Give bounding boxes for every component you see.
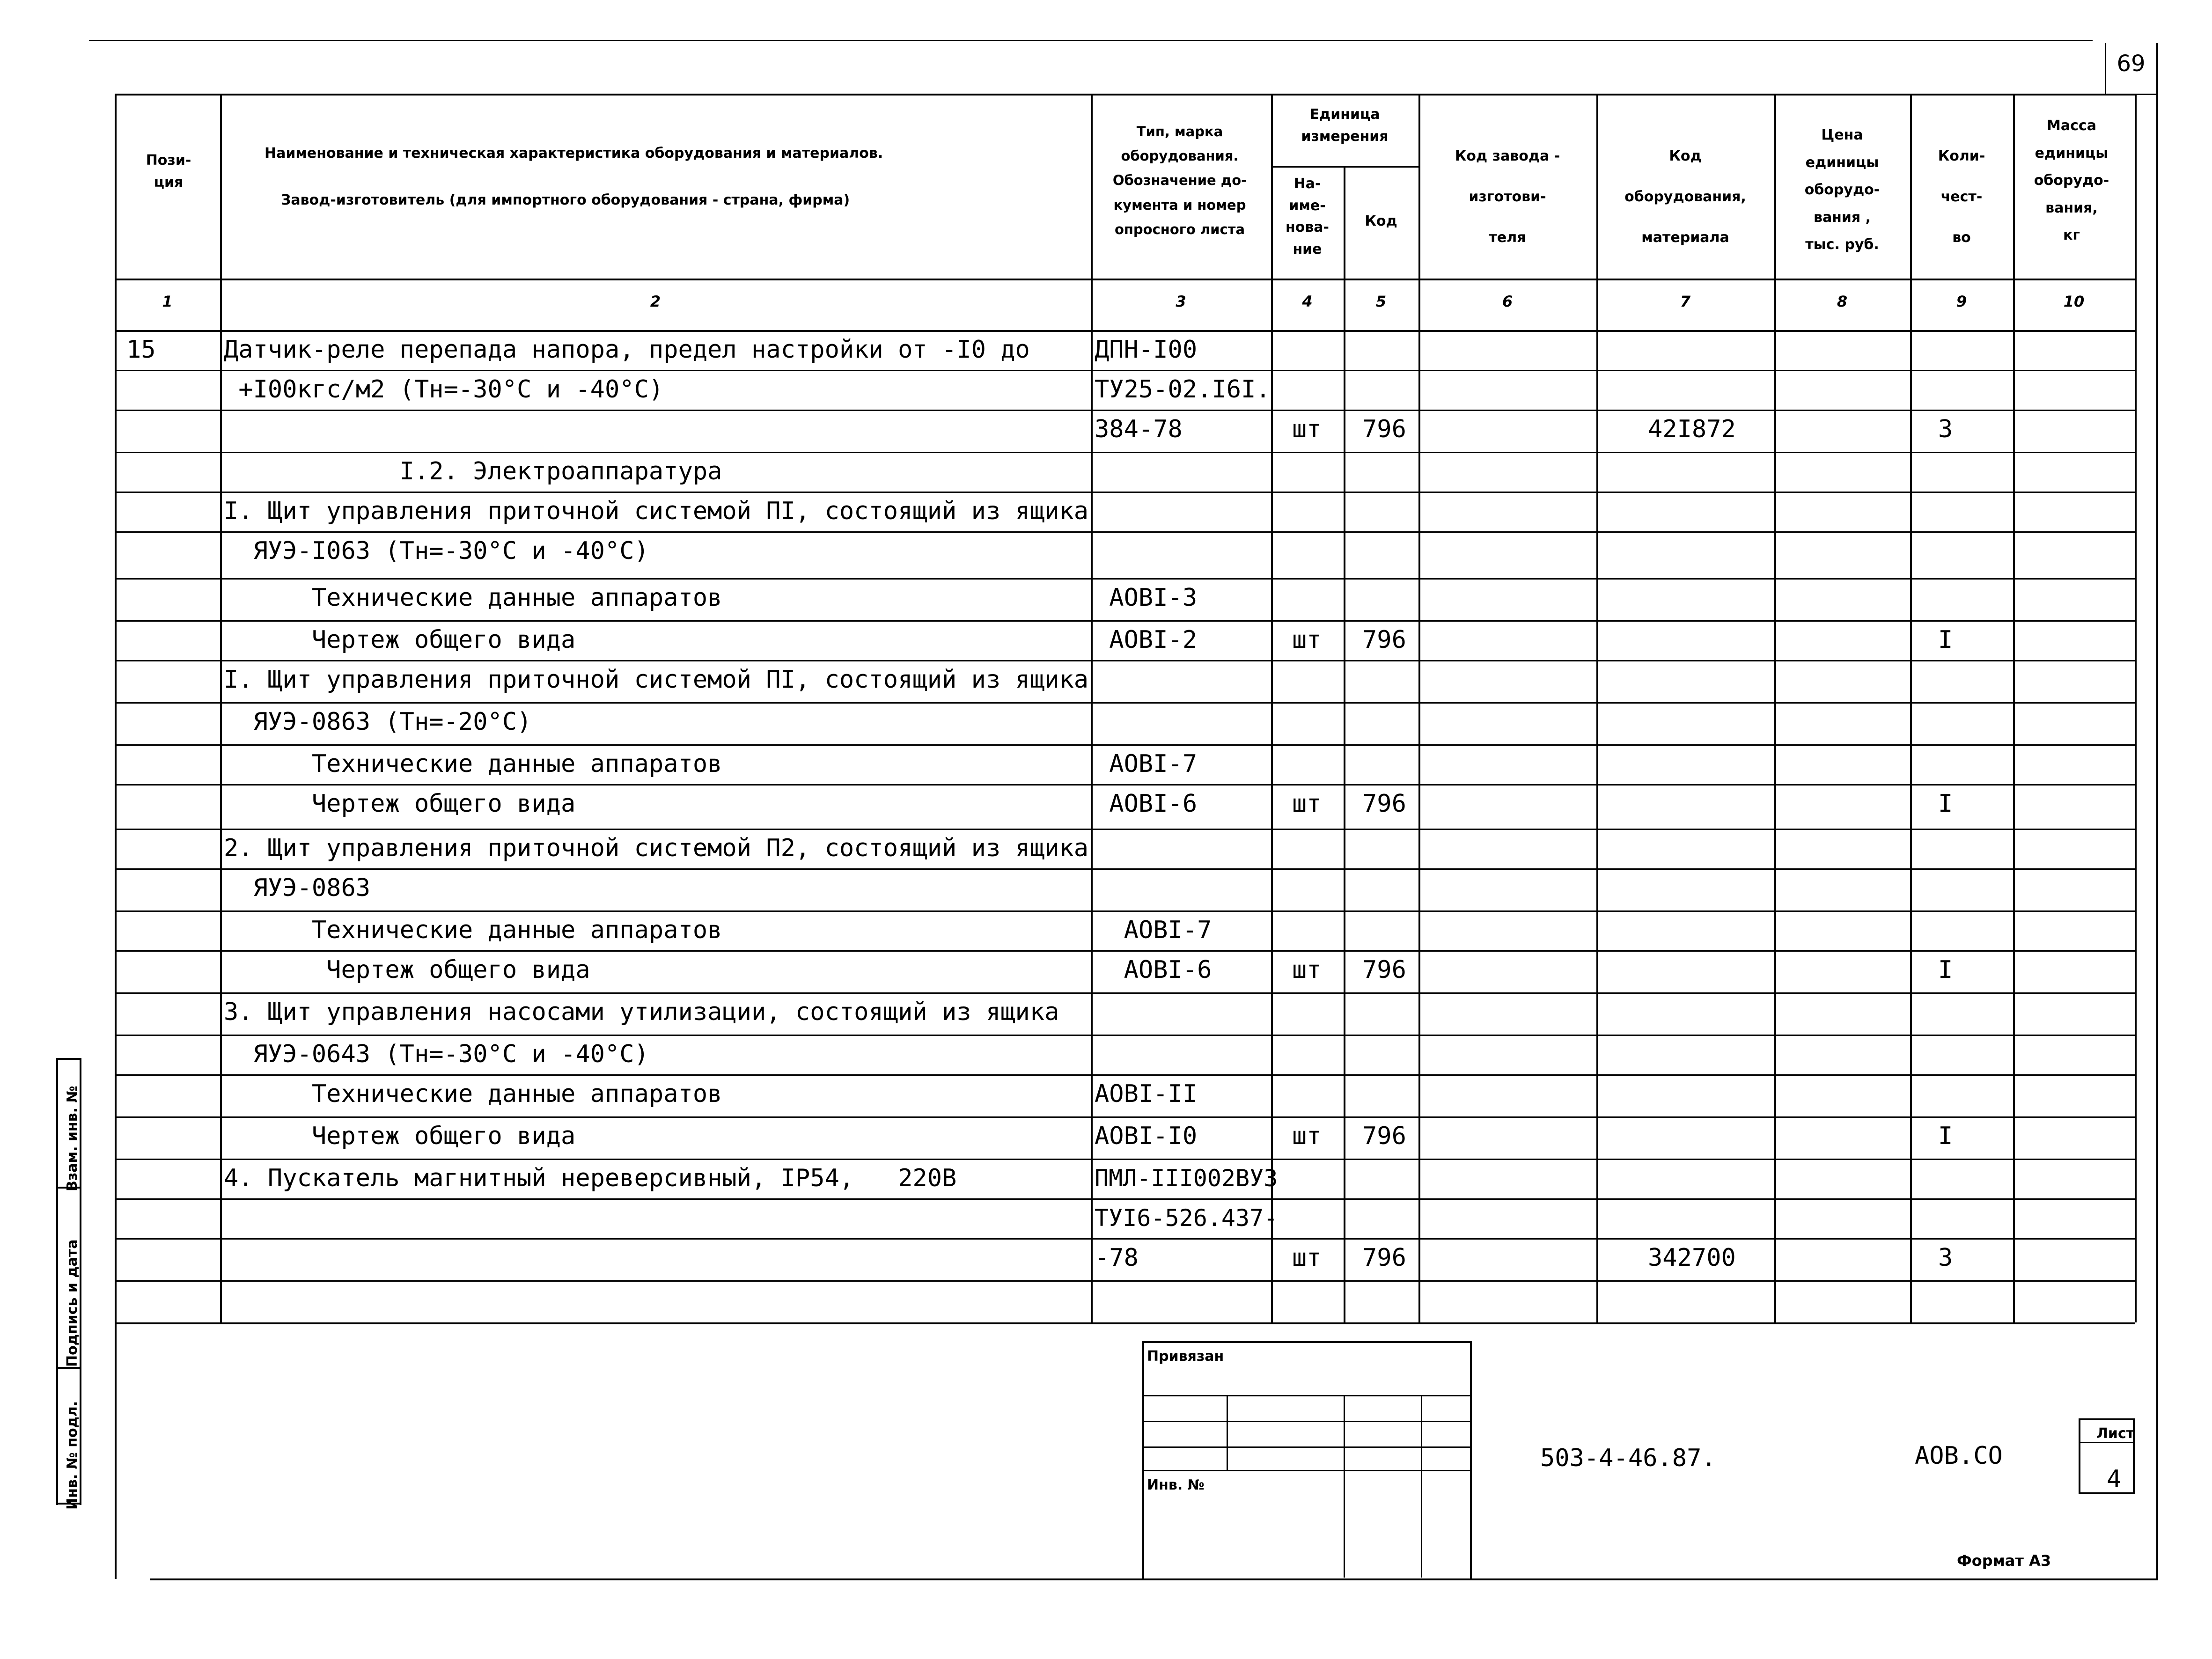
cell-name: I.2. Электроаппаратура xyxy=(224,457,722,485)
column-number-5: 5 xyxy=(1375,293,1387,310)
grid-col-line xyxy=(2135,94,2137,1322)
header-type: Тип, марка оборудования. Обозначение до- кумента и номер опросного листа xyxy=(1112,124,1247,237)
cell-name: ЯУЭ-0863 (Тн=-20°С) xyxy=(224,708,532,736)
header-name-line2: Завод-изготовитель (для импортного оборудования - страна, фирма) xyxy=(281,192,850,208)
column-number-1: 1 xyxy=(162,293,173,310)
cell-name: I. Щит управления приточной системой ПI, состоящий из ящика xyxy=(224,497,1089,525)
stamp-left xyxy=(1142,1341,1144,1580)
cell-qty: I xyxy=(1938,790,1953,818)
stamp-inv-no: Инв. № xyxy=(1147,1477,1205,1493)
table-row-line xyxy=(115,1074,2135,1076)
table-row-line xyxy=(115,620,2135,622)
cell-name: Чертеж общего вида xyxy=(224,1122,576,1150)
table-row-line xyxy=(115,1035,2135,1036)
cell-name: 2. Щит управления приточной системой П2, состоящий из ящика xyxy=(224,834,1089,862)
cell-type: АОВI-6 xyxy=(1095,956,1212,984)
column-number-3: 3 xyxy=(1176,293,1186,310)
cell-name: +I00кгс/м2 (Тн=-30°С и -40°С) xyxy=(224,375,664,404)
header-name-line1: Наименование и техническая характеристика оборудования и материалов. xyxy=(265,145,883,161)
table-row-line xyxy=(115,660,2135,661)
cell-name: Чертеж общего вида xyxy=(224,626,576,654)
cell-unit: шт xyxy=(1292,1122,1322,1150)
header-material-code: Код оборудования, материала xyxy=(1624,148,1746,246)
cell-type: АОВI-2 xyxy=(1095,626,1198,654)
table-row-line xyxy=(115,1116,2135,1118)
header-unit: Единица измерения xyxy=(1301,106,1389,145)
header-quantity: Коли- чест- во xyxy=(1938,148,1985,246)
table-row-line xyxy=(115,744,2135,746)
header-bottom-border xyxy=(115,279,2135,280)
cell-type: ПМЛ-III002ВУЗ xyxy=(1095,1165,1278,1192)
cell-code: 796 xyxy=(1362,1244,1406,1272)
cell-type: -78 xyxy=(1095,1244,1139,1272)
table-row-line xyxy=(115,1238,2135,1240)
cell-name: I. Щит управления приточной системой ПI, состоящий из ящика xyxy=(224,666,1089,694)
header-price: Цена единицы оборудо- вания , тыс. руб. xyxy=(1804,127,1880,253)
cell-name: Технические данные аппаратов xyxy=(224,916,722,944)
grid-col-line xyxy=(1271,94,1273,1322)
table-row-line xyxy=(115,410,2135,411)
cell-type: АОВI-7 xyxy=(1095,750,1198,778)
side-label-vzam-inv: Взам. инв. № xyxy=(64,1086,81,1191)
cell-name: Технические данные аппаратов xyxy=(224,584,722,612)
cell-unit: шт xyxy=(1292,956,1322,984)
table-row-line xyxy=(115,910,2135,912)
cell-name: Технические данные аппаратов xyxy=(224,1080,722,1108)
frame-bottom xyxy=(150,1578,2158,1580)
table-bottom-border xyxy=(115,1322,2135,1324)
stamp-top xyxy=(1142,1341,1470,1343)
cell-code: 796 xyxy=(1362,415,1406,443)
table-row-line xyxy=(115,829,2135,830)
cell-type: ТУ25-02.I6I. xyxy=(1095,375,1271,404)
table-row-line xyxy=(115,1198,2135,1200)
table-row-line xyxy=(115,370,2135,371)
table-row-line xyxy=(115,452,2135,453)
stamp-right xyxy=(1470,1341,1472,1580)
grid-col-line xyxy=(220,94,222,1322)
column-number-row-border xyxy=(115,330,2135,332)
table-row-line xyxy=(115,492,2135,493)
header-unit-name: На- име- нова- ние xyxy=(1285,176,1330,257)
column-number-4: 4 xyxy=(1302,293,1313,310)
sheet-box-left xyxy=(2079,1418,2080,1493)
cell-type: АОВI-6 xyxy=(1095,790,1198,818)
cell-name: 4. Пускатель магнитный нереверсивный, IP54, 220В xyxy=(224,1164,957,1192)
table-top-border xyxy=(115,94,2135,95)
doc-code: 503-4-46.87. xyxy=(1540,1444,1716,1472)
cell-code: 796 xyxy=(1362,956,1406,984)
side-strip-divider xyxy=(56,1367,81,1369)
cell-name: ЯУЭ-0863 xyxy=(224,874,371,902)
page-number: 69 xyxy=(2116,51,2146,77)
table-row-line xyxy=(115,1159,2135,1160)
side-label-signature: Подпись и дата xyxy=(64,1239,81,1367)
grid-col-line xyxy=(1091,94,1093,1322)
side-strip-top xyxy=(56,1058,81,1060)
cell-type: ТУI6-526.437- xyxy=(1095,1204,1278,1232)
grid-col-line xyxy=(2013,94,2015,1322)
cell-type: АОВI-I0 xyxy=(1095,1122,1198,1150)
page-number-box-left xyxy=(2105,43,2106,95)
table-row-line xyxy=(115,1280,2135,1282)
cell-code: 796 xyxy=(1362,626,1406,654)
cell-name: ЯУЭ-I063 (Тн=-30°С и -40°С) xyxy=(224,537,649,565)
cell-name: Чертеж общего вида xyxy=(224,956,590,984)
sheet-box-mid xyxy=(2079,1442,2135,1443)
cell-unit: шт xyxy=(1292,626,1322,654)
cell-mat: 342700 xyxy=(1648,1244,1736,1272)
cell-type: АОВI-7 xyxy=(1095,916,1212,944)
side-label-inv-podl: Инв. № подл. xyxy=(64,1401,81,1510)
cell-qty: I xyxy=(1938,956,1953,984)
column-number-10: 10 xyxy=(2063,293,2085,310)
table-row-line xyxy=(115,702,2135,704)
cell-name: Технические данные аппаратов xyxy=(224,750,722,778)
table-row-line xyxy=(115,950,2135,952)
stamp-col xyxy=(1227,1395,1228,1470)
stamp-col xyxy=(1421,1395,1422,1578)
header-manufacturer-code: Код завода - изготови- теля xyxy=(1455,148,1560,246)
sheet-box-top xyxy=(2079,1418,2135,1420)
sheet-label: Лист xyxy=(2096,1425,2135,1442)
cell-code: 796 xyxy=(1362,1122,1406,1150)
cell-type: АОВI-II xyxy=(1095,1080,1198,1108)
top-trim-line xyxy=(89,40,2093,41)
format-label: Формат А3 xyxy=(1957,1552,2051,1570)
cell-name: ЯУЭ-0643 (Тн=-30°С и -40°С) xyxy=(224,1040,649,1068)
grid-col-line xyxy=(1418,94,1420,1322)
cell-qty: I xyxy=(1938,1122,1953,1150)
cell-name: Чертеж общего вида xyxy=(224,790,576,818)
side-strip-left xyxy=(56,1058,58,1505)
doc-mark: АОВ.СО xyxy=(1915,1442,2003,1470)
table-row-line xyxy=(115,578,2135,580)
header-position: Пози- ция xyxy=(146,152,191,191)
cell-unit: шт xyxy=(1292,790,1322,818)
cell-type: ДПН-I00 xyxy=(1095,336,1198,364)
table-row-line xyxy=(115,992,2135,994)
grid-col-line xyxy=(1910,94,1912,1322)
cell-unit: шт xyxy=(1292,415,1322,443)
cell-type: 384-78 xyxy=(1095,415,1183,443)
grid-col-line xyxy=(1596,94,1598,1322)
column-number-6: 6 xyxy=(1502,293,1513,310)
header-mass: Масса единицы оборудо- вания, кг xyxy=(2034,117,2109,243)
column-number-2: 2 xyxy=(650,293,661,310)
column-number-8: 8 xyxy=(1837,293,1848,310)
stamp-col xyxy=(1344,1395,1345,1578)
cell-type: АОВI-3 xyxy=(1095,584,1198,612)
column-number-7: 7 xyxy=(1680,293,1691,310)
cell-mat: 42I872 xyxy=(1648,415,1736,443)
sheet-number: 4 xyxy=(2107,1465,2122,1493)
column-number-9: 9 xyxy=(1956,293,1967,310)
header-unit-code: Код xyxy=(1365,213,1397,229)
cell-pos: 15 xyxy=(126,336,156,364)
cell-name: Датчик-реле перепада напора, предел настройки от -I0 до xyxy=(224,336,1030,364)
table-row-line xyxy=(115,784,2135,785)
cell-qty: 3 xyxy=(1938,415,1953,443)
frame-left-lower xyxy=(115,1322,117,1579)
cell-name: 3. Щит управления насосами утилизации, состоящий из ящика xyxy=(224,998,1059,1026)
cell-unit: шт xyxy=(1292,1244,1322,1272)
cell-qty: 3 xyxy=(1938,1244,1953,1272)
cell-code: 796 xyxy=(1362,790,1406,818)
cell-qty: I xyxy=(1938,626,1953,654)
table-row-line xyxy=(115,868,2135,870)
grid-col-line xyxy=(115,94,117,1322)
table-row-line xyxy=(115,531,2135,533)
stamp-privyazan: Привязан xyxy=(1147,1348,1224,1365)
grid-col-line xyxy=(1774,94,1776,1322)
frame-right xyxy=(2156,43,2158,1578)
